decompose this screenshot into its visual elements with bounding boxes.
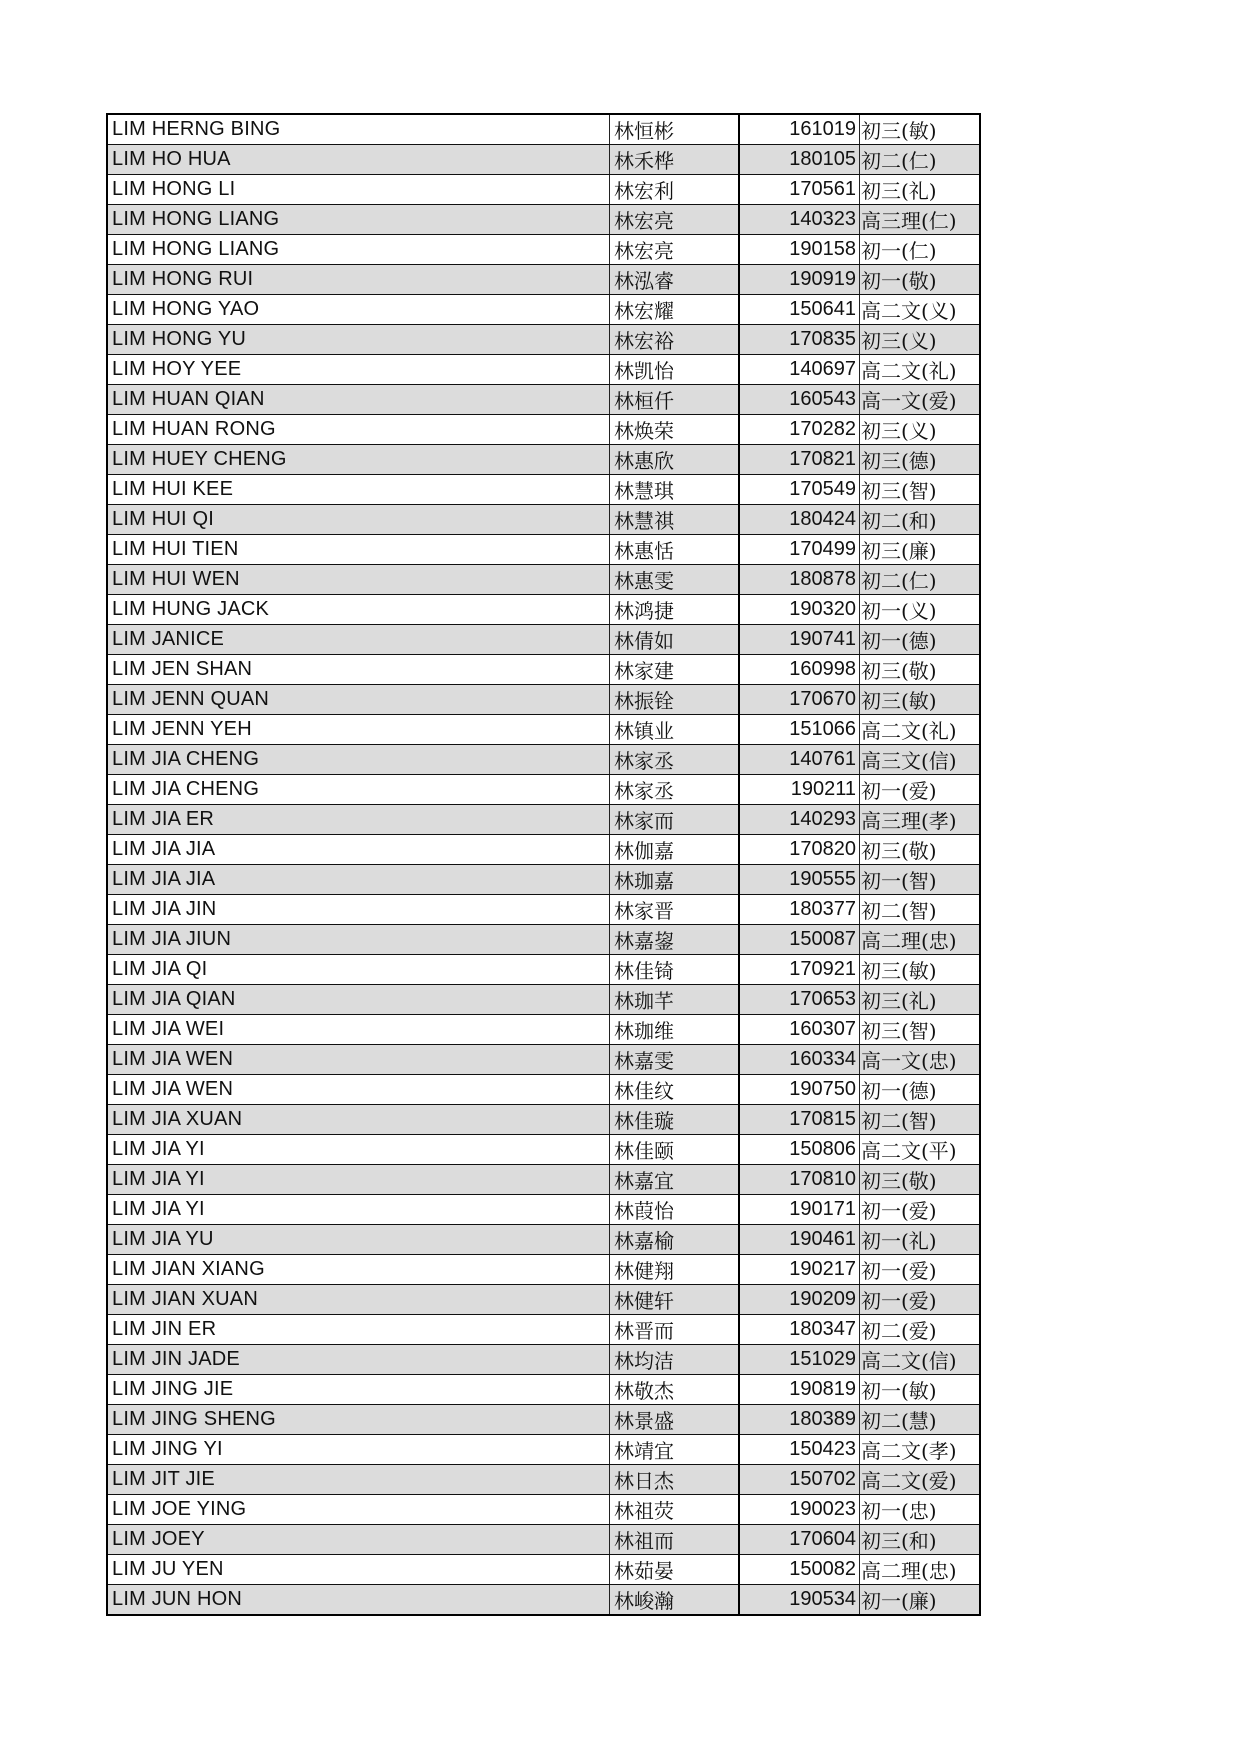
student-name-cell: LIM JIAN XUAN (107, 1285, 610, 1315)
student-name-cell: LIM HUNG JACK (107, 595, 610, 625)
student-id-cell: 190534 (739, 1585, 860, 1616)
chinese-name-cell: 林珈维 (610, 1015, 740, 1045)
chinese-name-cell: 林珈芊 (610, 985, 740, 1015)
student-id-cell: 151066 (739, 715, 860, 745)
class-cell: 高二文(平) (860, 1135, 981, 1165)
student-id-cell: 170670 (739, 685, 860, 715)
student-name-cell: LIM JIA JIA (107, 835, 610, 865)
student-id-cell: 170835 (739, 325, 860, 355)
student-id-cell: 190461 (739, 1225, 860, 1255)
student-name-cell: LIM JIAN XIANG (107, 1255, 610, 1285)
table-row (107, 955, 980, 985)
table-row (107, 655, 980, 685)
table-row (107, 1075, 980, 1105)
student-name-cell: LIM JOE YING (107, 1495, 610, 1525)
student-id-cell: 150082 (739, 1555, 860, 1585)
student-name-cell: LIM JIA YU (107, 1225, 610, 1255)
chinese-name-cell: 林佳璇 (610, 1105, 740, 1135)
table-row (107, 235, 980, 265)
student-name-cell: LIM HUEY CHENG (107, 445, 610, 475)
class-cell: 高一文(爱) (860, 385, 981, 415)
table-row (107, 535, 980, 565)
table-row (107, 265, 980, 295)
student-name-cell: LIM JIA WEI (107, 1015, 610, 1045)
student-name-cell: LIM JENN QUAN (107, 685, 610, 715)
class-cell: 初三(智) (860, 1015, 981, 1045)
chinese-name-cell: 林宏耀 (610, 295, 740, 325)
table-row (107, 1105, 980, 1135)
table-row (107, 1315, 980, 1345)
class-cell: 初三(敬) (860, 1165, 981, 1195)
student-id-cell: 190819 (739, 1375, 860, 1405)
student-name-cell: LIM JIA WEN (107, 1075, 610, 1105)
class-cell: 初二(慧) (860, 1405, 981, 1435)
class-cell: 高二文(孝) (860, 1435, 981, 1465)
class-cell: 初二(爱) (860, 1315, 981, 1345)
table-row (107, 145, 980, 175)
student-id-cell: 190158 (739, 235, 860, 265)
student-id-cell: 170604 (739, 1525, 860, 1555)
class-cell: 高三理(孝) (860, 805, 981, 835)
chinese-name-cell: 林家建 (610, 655, 740, 685)
class-cell: 初一(忠) (860, 1495, 981, 1525)
student-name-cell: LIM JIA YI (107, 1165, 610, 1195)
chinese-name-cell: 林慧祺 (610, 505, 740, 535)
student-id-cell: 190209 (739, 1285, 860, 1315)
table-row (107, 1555, 980, 1585)
chinese-name-cell: 林家而 (610, 805, 740, 835)
student-name-cell: LIM HERNG BING (107, 114, 610, 145)
student-name-cell: LIM JANICE (107, 625, 610, 655)
class-cell: 初三(敏) (860, 955, 981, 985)
student-name-cell: LIM HONG LIANG (107, 205, 610, 235)
chinese-name-cell: 林宏利 (610, 175, 740, 205)
table-row (107, 1285, 980, 1315)
table-row (107, 625, 980, 655)
class-cell: 初一(德) (860, 1075, 981, 1105)
student-name-cell: LIM HUI QI (107, 505, 610, 535)
table-row (107, 415, 980, 445)
student-id-cell: 170549 (739, 475, 860, 505)
class-cell: 高三理(仁) (860, 205, 981, 235)
class-cell: 高二理(忠) (860, 925, 981, 955)
student-id-cell: 170282 (739, 415, 860, 445)
student-name-cell: LIM HOY YEE (107, 355, 610, 385)
chinese-name-cell: 林振铨 (610, 685, 740, 715)
table-row (107, 565, 980, 595)
chinese-name-cell: 林佳锜 (610, 955, 740, 985)
student-name-cell: LIM JIA CHENG (107, 775, 610, 805)
chinese-name-cell: 林宏裕 (610, 325, 740, 355)
student-id-cell: 170499 (739, 535, 860, 565)
chinese-name-cell: 林晋而 (610, 1315, 740, 1345)
table-row (107, 1495, 980, 1525)
class-cell: 高三文(信) (860, 745, 981, 775)
student-id-cell: 140697 (739, 355, 860, 385)
student-name-cell: LIM HONG LIANG (107, 235, 610, 265)
student-name-cell: LIM JUN HON (107, 1585, 610, 1616)
chinese-name-cell: 林均洁 (610, 1345, 740, 1375)
student-id-cell: 180105 (739, 145, 860, 175)
student-name-cell: LIM JIA WEN (107, 1045, 610, 1075)
student-name-cell: LIM HUI KEE (107, 475, 610, 505)
chinese-name-cell: 林靖宜 (610, 1435, 740, 1465)
student-id-cell: 190211 (739, 775, 860, 805)
table-row (107, 775, 980, 805)
class-cell: 初一(仁) (860, 235, 981, 265)
class-cell: 初一(义) (860, 595, 981, 625)
class-cell: 初一(爱) (860, 1255, 981, 1285)
class-cell: 初三(礼) (860, 175, 981, 205)
class-cell: 初一(敬) (860, 265, 981, 295)
class-cell: 初二(智) (860, 895, 981, 925)
table-row (107, 475, 980, 505)
chinese-name-cell: 林嘉宜 (610, 1165, 740, 1195)
class-cell: 初三(义) (860, 415, 981, 445)
student-id-cell: 170810 (739, 1165, 860, 1195)
class-cell: 高二理(忠) (860, 1555, 981, 1585)
student-id-cell: 150087 (739, 925, 860, 955)
student-id-cell: 160543 (739, 385, 860, 415)
student-name-cell: LIM JIA YI (107, 1195, 610, 1225)
student-id-cell: 180377 (739, 895, 860, 925)
chinese-name-cell: 林佳颐 (610, 1135, 740, 1165)
student-id-cell: 140761 (739, 745, 860, 775)
chinese-name-cell: 林嘉鋆 (610, 925, 740, 955)
student-name-cell: LIM HUI WEN (107, 565, 610, 595)
table-row (107, 1195, 980, 1225)
chinese-name-cell: 林宏亮 (610, 205, 740, 235)
class-cell: 初一(爱) (860, 1285, 981, 1315)
student-name-cell: LIM JIA JIA (107, 865, 610, 895)
chinese-name-cell: 林惠欣 (610, 445, 740, 475)
student-id-cell: 170921 (739, 955, 860, 985)
chinese-name-cell: 林凯怡 (610, 355, 740, 385)
chinese-name-cell: 林祖荧 (610, 1495, 740, 1525)
student-id-cell: 160334 (739, 1045, 860, 1075)
chinese-name-cell: 林惠恬 (610, 535, 740, 565)
class-cell: 高二文(信) (860, 1345, 981, 1375)
table-row (107, 685, 980, 715)
table-row (107, 205, 980, 235)
student-id-cell: 180424 (739, 505, 860, 535)
class-cell: 高二文(义) (860, 295, 981, 325)
table-row (107, 325, 980, 355)
table-row (107, 1165, 980, 1195)
chinese-name-cell: 林慧琪 (610, 475, 740, 505)
chinese-name-cell: 林嘉榆 (610, 1225, 740, 1255)
student-id-cell: 140293 (739, 805, 860, 835)
table-row (107, 1375, 980, 1405)
student-name-cell: LIM JENN YEH (107, 715, 610, 745)
class-cell: 初三(廉) (860, 535, 981, 565)
student-name-cell: LIM JEN SHAN (107, 655, 610, 685)
chinese-name-cell: 林峻瀚 (610, 1585, 740, 1616)
table-row (107, 835, 980, 865)
chinese-name-cell: 林恒彬 (610, 114, 740, 145)
chinese-name-cell: 林健轩 (610, 1285, 740, 1315)
student-id-cell: 161019 (739, 114, 860, 145)
student-name-cell: LIM JIN JADE (107, 1345, 610, 1375)
table-row (107, 385, 980, 415)
student-id-cell: 170815 (739, 1105, 860, 1135)
student-name-cell: LIM JIA YI (107, 1135, 610, 1165)
student-name-cell: LIM HUAN QIAN (107, 385, 610, 415)
chinese-name-cell: 林茹晏 (610, 1555, 740, 1585)
class-cell: 高一文(忠) (860, 1045, 981, 1075)
chinese-name-cell: 林日杰 (610, 1465, 740, 1495)
student-name-cell: LIM JIA XUAN (107, 1105, 610, 1135)
student-id-cell: 190023 (739, 1495, 860, 1525)
student-id-cell: 160307 (739, 1015, 860, 1045)
class-cell: 初一(爱) (860, 1195, 981, 1225)
chinese-name-cell: 林宏亮 (610, 235, 740, 265)
class-cell: 初三(德) (860, 445, 981, 475)
chinese-name-cell: 林镇业 (610, 715, 740, 745)
table-row (107, 1525, 980, 1555)
table-row (107, 895, 980, 925)
student-id-cell: 140323 (739, 205, 860, 235)
class-cell: 初二(和) (860, 505, 981, 535)
student-id-cell: 150641 (739, 295, 860, 325)
chinese-name-cell: 林珈嘉 (610, 865, 740, 895)
student-id-cell: 180878 (739, 565, 860, 595)
student-name-cell: LIM JIA ER (107, 805, 610, 835)
student-name-cell: LIM JU YEN (107, 1555, 610, 1585)
student-id-cell: 170821 (739, 445, 860, 475)
table-row (107, 715, 980, 745)
class-cell: 高二文(爱) (860, 1465, 981, 1495)
student-name-cell: LIM HUAN RONG (107, 415, 610, 445)
class-cell: 初一(敏) (860, 1375, 981, 1405)
student-name-cell: LIM HO HUA (107, 145, 610, 175)
chinese-name-cell: 林敬杰 (610, 1375, 740, 1405)
student-name-cell: LIM JIA CHENG (107, 745, 610, 775)
student-name-cell: LIM JIN ER (107, 1315, 610, 1345)
student-id-cell: 151029 (739, 1345, 860, 1375)
student-id-cell: 170820 (739, 835, 860, 865)
student-name-cell: LIM JING YI (107, 1435, 610, 1465)
class-cell: 初三(和) (860, 1525, 981, 1555)
class-cell: 初三(义) (860, 325, 981, 355)
table-row (107, 745, 980, 775)
class-cell: 初二(智) (860, 1105, 981, 1135)
student-name-cell: LIM JIT JIE (107, 1465, 610, 1495)
chinese-name-cell: 林健翔 (610, 1255, 740, 1285)
student-id-cell: 190171 (739, 1195, 860, 1225)
class-cell: 初二(仁) (860, 145, 981, 175)
class-cell: 初三(敬) (860, 835, 981, 865)
chinese-name-cell: 林焕荣 (610, 415, 740, 445)
chinese-name-cell: 林景盛 (610, 1405, 740, 1435)
chinese-name-cell: 林泓睿 (610, 265, 740, 295)
student-name-cell: LIM JING JIE (107, 1375, 610, 1405)
table-row (107, 805, 980, 835)
table-row (107, 1135, 980, 1165)
class-cell: 初三(敏) (860, 114, 981, 145)
table-row (107, 985, 980, 1015)
chinese-name-cell: 林嘉雯 (610, 1045, 740, 1075)
table-row (107, 1225, 980, 1255)
table-row (107, 1345, 980, 1375)
class-cell: 初三(敬) (860, 655, 981, 685)
table-row (107, 445, 980, 475)
student-name-cell: LIM JIA QIAN (107, 985, 610, 1015)
chinese-name-cell: 林佳纹 (610, 1075, 740, 1105)
class-cell: 高二文(礼) (860, 355, 981, 385)
student-id-cell: 160998 (739, 655, 860, 685)
class-cell: 初三(礼) (860, 985, 981, 1015)
class-cell: 初二(仁) (860, 565, 981, 595)
table-row (107, 175, 980, 205)
student-name-cell: LIM HONG RUI (107, 265, 610, 295)
student-name-cell: LIM HONG YAO (107, 295, 610, 325)
table-row (107, 114, 980, 145)
student-id-cell: 150423 (739, 1435, 860, 1465)
table-row (107, 925, 980, 955)
table-row (107, 1585, 980, 1616)
student-name-cell: LIM HUI TIEN (107, 535, 610, 565)
chinese-name-cell: 林葭怡 (610, 1195, 740, 1225)
student-id-cell: 180389 (739, 1405, 860, 1435)
chinese-name-cell: 林禾桦 (610, 145, 740, 175)
class-cell: 初一(德) (860, 625, 981, 655)
table-row (107, 295, 980, 325)
chinese-name-cell: 林倩如 (610, 625, 740, 655)
table-row (107, 1465, 980, 1495)
student-name-cell: LIM JIA JIUN (107, 925, 610, 955)
table-row (107, 1405, 980, 1435)
table-row (107, 1015, 980, 1045)
class-cell: 初一(礼) (860, 1225, 981, 1255)
student-name-cell: LIM JING SHENG (107, 1405, 610, 1435)
table-row (107, 1255, 980, 1285)
class-cell: 初三(智) (860, 475, 981, 505)
student-name-cell: LIM JIA JIN (107, 895, 610, 925)
student-id-cell: 190741 (739, 625, 860, 655)
student-id-cell: 190555 (739, 865, 860, 895)
chinese-name-cell: 林家丞 (610, 775, 740, 805)
table-row (107, 865, 980, 895)
student-id-cell: 190320 (739, 595, 860, 625)
table-row (107, 355, 980, 385)
student-id-cell: 170653 (739, 985, 860, 1015)
student-table-body (107, 114, 980, 1615)
student-id-cell: 190750 (739, 1075, 860, 1105)
chinese-name-cell: 林桓仟 (610, 385, 740, 415)
student-id-cell: 150806 (739, 1135, 860, 1165)
class-cell: 初三(敏) (860, 685, 981, 715)
student-table (106, 113, 981, 1616)
class-cell: 高二文(礼) (860, 715, 981, 745)
chinese-name-cell: 林祖而 (610, 1525, 740, 1555)
class-cell: 初一(爱) (860, 775, 981, 805)
student-id-cell: 190919 (739, 265, 860, 295)
table-row (107, 1435, 980, 1465)
chinese-name-cell: 林惠雯 (610, 565, 740, 595)
chinese-name-cell: 林鸿捷 (610, 595, 740, 625)
student-name-cell: LIM JOEY (107, 1525, 610, 1555)
table-row (107, 595, 980, 625)
student-id-cell: 180347 (739, 1315, 860, 1345)
class-cell: 初一(智) (860, 865, 981, 895)
student-name-cell: LIM JIA QI (107, 955, 610, 985)
student-name-cell: LIM HONG YU (107, 325, 610, 355)
chinese-name-cell: 林家晋 (610, 895, 740, 925)
student-id-cell: 150702 (739, 1465, 860, 1495)
class-cell: 初一(廉) (860, 1585, 981, 1616)
student-id-cell: 190217 (739, 1255, 860, 1285)
student-id-cell: 170561 (739, 175, 860, 205)
student-name-cell: LIM HONG LI (107, 175, 610, 205)
table-row (107, 1045, 980, 1075)
table-row (107, 505, 980, 535)
chinese-name-cell: 林家丞 (610, 745, 740, 775)
chinese-name-cell: 林伽嘉 (610, 835, 740, 865)
